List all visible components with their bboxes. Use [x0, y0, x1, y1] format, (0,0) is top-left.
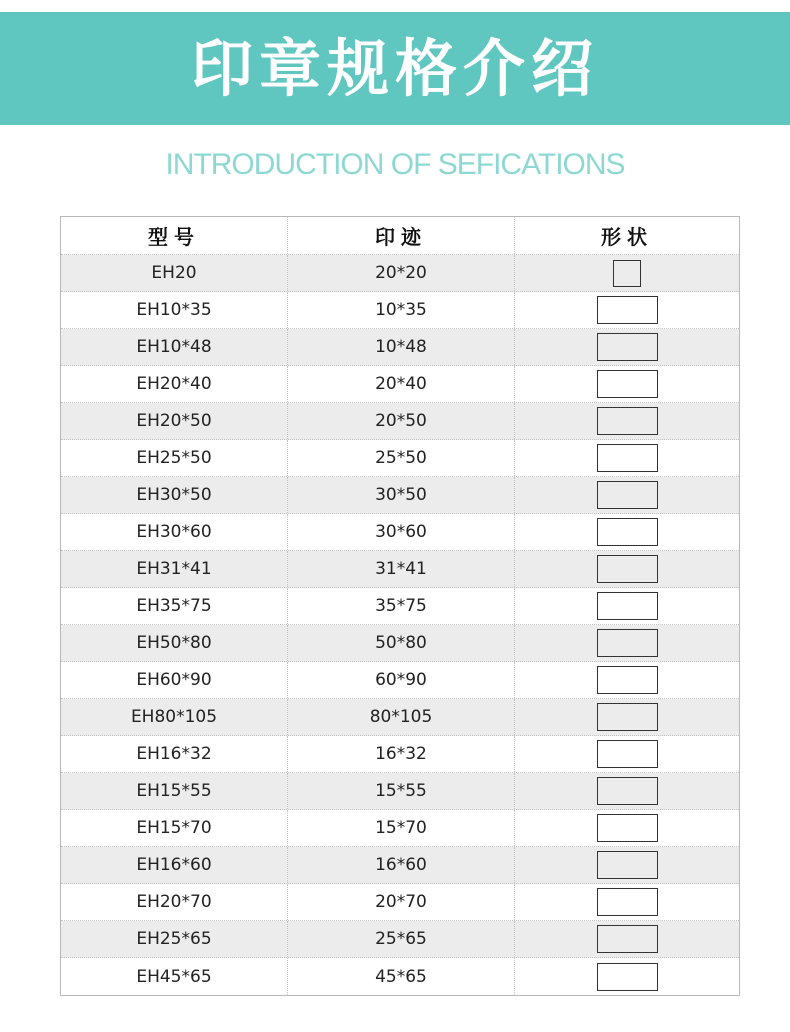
shape-cell	[515, 921, 739, 957]
shape-cell	[515, 255, 739, 291]
shape-cell	[515, 958, 739, 995]
table-row	[61, 958, 739, 995]
model-cell: EH20*70	[61, 884, 288, 920]
rectangle-shape-icon	[597, 370, 658, 398]
table-body	[61, 255, 739, 995]
imprint-cell: 25*50	[288, 440, 515, 476]
table-row	[61, 477, 739, 514]
shape-cell	[515, 551, 739, 587]
page-title: 印章规格介绍	[190, 31, 599, 105]
imprint-cell: 50*80	[288, 625, 515, 661]
shape-cell	[515, 773, 739, 809]
imprint-cell: 31*41	[288, 551, 515, 587]
imprint-cell: 45*65	[288, 958, 515, 995]
imprint-cell: 30*50	[288, 477, 515, 513]
rectangle-shape-icon	[597, 592, 658, 620]
model-cell: EH20*50	[61, 403, 288, 439]
model-cell: EH45*65	[61, 958, 288, 995]
rectangle-shape-icon	[597, 481, 658, 509]
square-shape-icon	[613, 260, 641, 287]
rectangle-shape-icon	[597, 851, 658, 879]
shape-cell	[515, 329, 739, 365]
imprint-cell: 35*75	[288, 588, 515, 624]
imprint-cell: 16*60	[288, 847, 515, 883]
rectangle-shape-icon	[597, 407, 658, 435]
imprint-cell: 16*32	[288, 736, 515, 772]
imprint-cell: 10*35	[288, 292, 515, 328]
shape-cell	[515, 662, 739, 698]
rectangle-shape-icon	[597, 629, 658, 657]
model-cell: EH10*48	[61, 329, 288, 365]
rectangle-shape-icon	[597, 333, 658, 361]
page-subtitle: INTRODUCTION OF SEFICATIONS	[165, 148, 625, 181]
table-row	[61, 625, 739, 662]
header-model: 型号	[61, 217, 288, 254]
rectangle-shape-icon	[597, 555, 658, 583]
model-cell: EH30*50	[61, 477, 288, 513]
shape-cell	[515, 736, 739, 772]
model-cell: EH15*70	[61, 810, 288, 846]
model-cell: EH35*75	[61, 588, 288, 624]
model-cell: EH30*60	[61, 514, 288, 550]
table-row	[61, 847, 739, 884]
rectangle-shape-icon	[597, 888, 658, 916]
table-row	[61, 736, 739, 773]
model-cell: EH31*41	[61, 551, 288, 587]
model-cell: EH16*32	[61, 736, 288, 772]
model-cell: EH50*80	[61, 625, 288, 661]
shape-cell	[515, 699, 739, 735]
shape-cell	[515, 884, 739, 920]
model-cell: EH20*40	[61, 366, 288, 402]
model-cell: EH16*60	[61, 847, 288, 883]
shape-cell	[515, 625, 739, 661]
table-row	[61, 884, 739, 921]
shape-cell	[515, 366, 739, 402]
table-row	[61, 366, 739, 403]
imprint-cell: 20*40	[288, 366, 515, 402]
imprint-cell: 20*70	[288, 884, 515, 920]
shape-cell	[515, 292, 739, 328]
header-imprint: 印迹	[288, 217, 515, 254]
table-row	[61, 588, 739, 625]
shape-cell	[515, 810, 739, 846]
shape-cell	[515, 514, 739, 550]
imprint-cell: 20*50	[288, 403, 515, 439]
imprint-cell: 15*55	[288, 773, 515, 809]
table-row	[61, 255, 739, 292]
shape-cell	[515, 588, 739, 624]
table-row	[61, 403, 739, 440]
model-cell: EH60*90	[61, 662, 288, 698]
table-row	[61, 551, 739, 588]
shape-cell	[515, 440, 739, 476]
rectangle-shape-icon	[597, 518, 658, 546]
rectangle-shape-icon	[597, 296, 658, 324]
table-row	[61, 773, 739, 810]
rectangle-shape-icon	[597, 925, 658, 953]
model-cell: EH25*65	[61, 921, 288, 957]
rectangle-shape-icon	[597, 703, 658, 731]
spec-table	[60, 216, 740, 996]
shape-cell	[515, 847, 739, 883]
table-row	[61, 699, 739, 736]
model-cell: EH80*105	[61, 699, 288, 735]
imprint-cell: 30*60	[288, 514, 515, 550]
model-cell: EH10*35	[61, 292, 288, 328]
imprint-cell: 20*20	[288, 255, 515, 291]
rectangle-shape-icon	[597, 963, 658, 991]
imprint-cell: 10*48	[288, 329, 515, 365]
rectangle-shape-icon	[597, 740, 658, 768]
table-row	[61, 810, 739, 847]
table-row	[61, 329, 739, 366]
model-cell: EH25*50	[61, 440, 288, 476]
rectangle-shape-icon	[597, 444, 658, 472]
header-shape: 形状	[601, 225, 653, 249]
rectangle-shape-icon	[597, 666, 658, 694]
shape-cell	[515, 403, 739, 439]
table-row	[61, 292, 739, 329]
rectangle-shape-icon	[597, 777, 658, 805]
model-cell: EH20	[61, 255, 288, 291]
shape-cell	[515, 477, 739, 513]
imprint-cell: 80*105	[288, 699, 515, 735]
table-row	[61, 662, 739, 699]
table-row	[61, 921, 739, 958]
table-header-row	[61, 217, 739, 255]
model-cell: EH15*55	[61, 773, 288, 809]
title-banner	[0, 12, 790, 125]
imprint-cell: 25*65	[288, 921, 515, 957]
table-row	[61, 440, 739, 477]
table-row	[61, 514, 739, 551]
rectangle-shape-icon	[597, 814, 658, 842]
imprint-cell: 15*70	[288, 810, 515, 846]
imprint-cell: 60*90	[288, 662, 515, 698]
